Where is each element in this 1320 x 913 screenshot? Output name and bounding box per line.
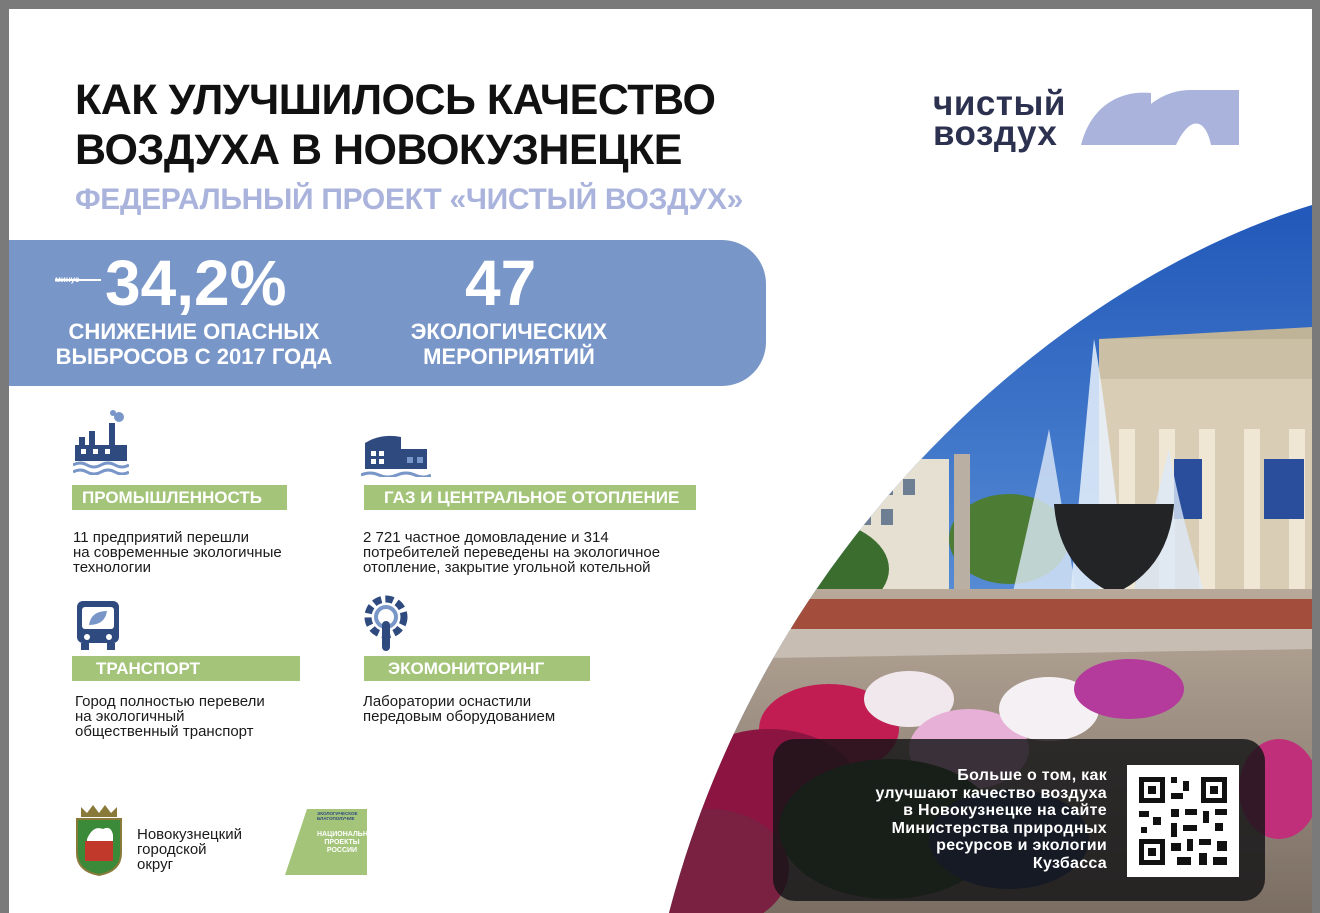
category-desc-industry	[73, 530, 353, 575]
np-main-line: РОССИИ	[326, 847, 358, 854]
title-line: ВОЗДУХА В НОВОКУЗНЕЦКЕ	[75, 126, 682, 174]
np-main-line: ПРОЕКТЫ	[324, 839, 360, 846]
national-projects-logo	[281, 805, 380, 877]
qr-text-line: ресурсов и экологии	[936, 837, 1107, 854]
category-title-industry: ПРОМЫШЛЕННОСТЬ	[72, 485, 287, 510]
category-desc-monitoring	[363, 694, 643, 724]
house-heating-icon	[361, 433, 431, 477]
logo-line: воздух	[933, 114, 1058, 153]
minus-sign	[55, 279, 101, 281]
monitoring-gear-icon	[361, 593, 411, 653]
category-desc-gas-heating	[363, 530, 733, 575]
qr-code-icon	[1127, 765, 1239, 877]
qr-text-line: Министерства природных	[891, 819, 1107, 837]
desc-line: на современные экологичные	[73, 544, 282, 561]
category-title-transport: ТРАНСПОРТ	[72, 656, 300, 681]
factory-icon	[73, 409, 129, 475]
qr-text-line: Больше о том, как	[957, 767, 1107, 784]
logo-line: чистый	[933, 84, 1066, 123]
desc-line: технологии	[73, 559, 152, 576]
emissions-value: 34,2%	[105, 247, 287, 319]
bus-icon	[75, 599, 121, 651]
category-title-gas-heating: ГАЗ И ЦЕНТРАЛЬНОЕ ОТОПЛЕНИЕ	[364, 485, 696, 510]
coat-of-arms-icon	[73, 803, 125, 877]
clean-air-logo-text	[933, 84, 1066, 153]
desc-line: отопление, закрытие угольной котельной	[363, 559, 651, 576]
emissions-label-line: ВЫБРОСОВ С 2017 ГОДА	[55, 344, 333, 369]
np-main-text	[317, 831, 380, 855]
qr-text-line: в Новокузнецке на сайте	[903, 802, 1107, 819]
emissions-label	[49, 319, 339, 369]
events-value: 47	[465, 247, 537, 319]
desc-line: передовым оборудованием	[363, 708, 556, 725]
qr-info-text	[799, 767, 1107, 872]
events-label-line: ЭКОЛОГИЧЕСКИХ	[410, 319, 608, 344]
desc-line: Город полностью перевели	[75, 693, 265, 710]
infographic-page	[9, 9, 1312, 913]
events-label	[389, 319, 629, 369]
category-title-monitoring: ЭКОМОНИТОРИНГ	[364, 656, 590, 681]
desc-line: 11 предприятий перешли	[73, 529, 250, 546]
qr-text-line: Кузбасса	[1032, 854, 1107, 872]
desc-line: общественный транспорт	[75, 723, 254, 740]
np-top-line: ЭКОЛОГИЧЕСКОЕ	[317, 811, 358, 816]
desc-line: на экологичный	[75, 708, 185, 725]
city-district-name	[137, 827, 242, 872]
np-top-line: БЛАГОПОЛУЧИЕ	[317, 816, 355, 821]
np-top-text	[317, 811, 357, 821]
city-line: городской	[137, 841, 207, 858]
category-desc-transport	[75, 694, 355, 739]
desc-line: Лаборатории оснастили	[363, 693, 532, 710]
qr-code[interactable]	[1127, 765, 1239, 877]
np-main-line: НАЦИОНАЛЬНЫЕ	[317, 831, 380, 838]
qr-text-line: улучшают качество воздуха	[875, 784, 1107, 802]
clean-air-logo-mark	[1081, 85, 1241, 145]
desc-line: потребителей переведены на экологичное	[363, 544, 661, 561]
page-subtitle: ФЕДЕРАЛЬНЫЙ ПРОЕКТ «ЧИСТЫЙ ВОЗДУХ»	[75, 183, 743, 216]
city-line: округ	[137, 856, 174, 873]
emissions-label-line: СНИЖЕНИЕ ОПАСНЫХ	[68, 319, 320, 344]
events-label-line: МЕРОПРИЯТИЙ	[423, 344, 595, 369]
page-title	[75, 75, 715, 175]
title-line: КАК УЛУЧШИЛОСЬ КАЧЕСТВО	[75, 76, 716, 124]
desc-line: 2 721 частное домовладение и 314	[363, 529, 609, 546]
city-line: Новокузнецкий	[137, 826, 242, 843]
